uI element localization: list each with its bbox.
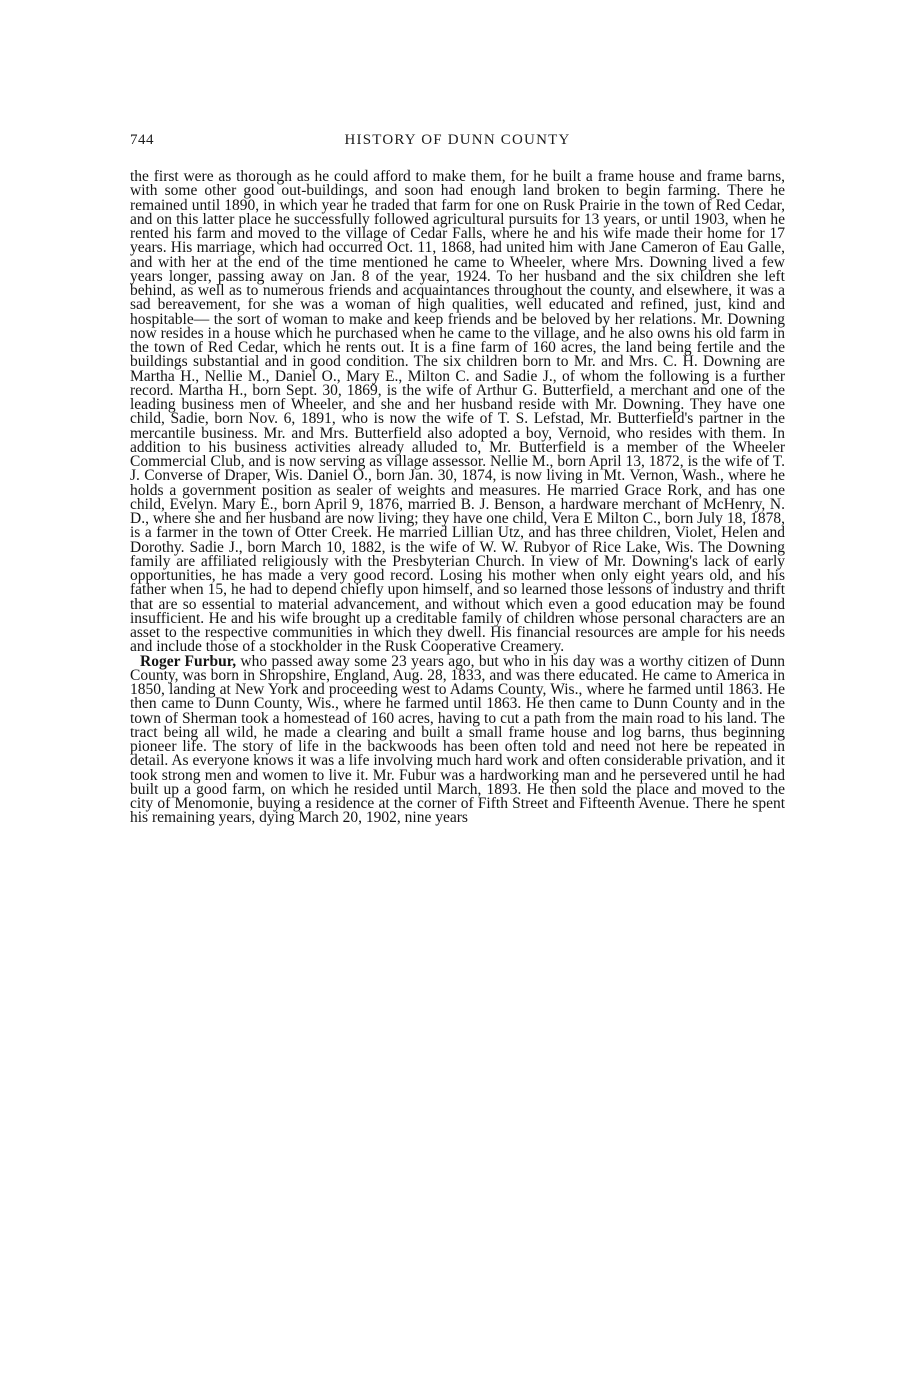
paragraph-furbur-text: who passed away some 23 years ago, but who in his day was a worthy citizen of Dunn County, was born in Shropshire, England, Aug. 28, 1833, and was there educated. He came to America in 1850, landing at New York and proceeding west to Adams County, Wis., where he farmed until 1863. He then came to Dunn County, Wis., where he farmed until 1863. He then came to Dunn County and in the town of Sherman took a homestead of 160 acres, having to cut a path from the main road to his land. The tract being all wild, he made a clearing and built a small frame house and log barns, thus beginning pioneer life. The story of life in the backwoods has been often told and need not here be repeated in detail. As everyone knows it was a life involving much hard work and often considerable privation, and it took strong men and women to live it. Mr. Fubur was a hardworking man and he persevered until he had built up a good farm, on which he resided until March, 1893. He then sold the place and moved to the city of Menomonie, buying a residence at the corner of Fifth Street and Fifteenth Avenue. There he spent his remaining years, dying March 20, 1902, nine years: [130, 652, 785, 827]
running-title: HISTORY OF DUNN COUNTY: [344, 132, 571, 148]
page-number: 744: [130, 132, 154, 148]
page-header: [130, 132, 785, 152]
person-name-heading: Roger Furbur,: [140, 652, 237, 670]
paragraph-downing: the first were as thorough as he could afford to make them, for he built a frame house and frame barns, with some other good out-buildings, and soon had enough land broken to begin farming. There he remained until 1890, in which year he traded that farm for one on Rusk Prairie in the town of Red Cedar, and on this latter place he successfully followed agricultural pursuits for 13 years, or until 1903, when he rented his farm and moved to the village of Cedar Falls, where he and his wife made their home for 17 years. His marriage, which had occurred Oct. 11, 1868, had united him with Jane Cameron of Eau Galle, and with her at the end of the time mentioned he came to Wheeler, where Mrs. Downing lived a few years longer, passing away on Jan. 8 of the year, 1924. To her husband and the six children she left behind, as well as to numerous friends and acquaintances throughout the county, and elsewhere, it was a sad bereavement, for she was a woman of high qualities, well educated and refined, just, kind and hospitable— the sort of woman to make and keep friends and be beloved by her relations. Mr. Downing now resides in a house which he purchased when he came to the village, and he also owns his old farm in the town of Red Cedar, which he rents out. It is a fine farm of 160 acres, the land being fertile and the buildings substantial and in good condition. The six children born to Mr. and Mrs. C. H. Downing are Martha H., Nellie M., Daniel O., Mary E., Milton C. and Sadie J., of whom the following is a further record. Martha H., born Sept. 30, 1869, is the wife of Arthur G. Butterfield, a merchant and one of the leading business men of Wheeler, and she and her husband reside with Mr. Downing. They have one child, Sadie, born Nov. 6, 1891, who is now the wife of T. S. Lefstad, Mr. Butterfield's partner in the mercantile business. Mr. and Mrs. Butterfield also adopted a boy, Vernoid, who resides with them. In addition to his business activities already alluded to, Mr. Butterfield is a member of the Wheeler Commercial Club, and is now serving as village assessor. Nellie M., born April 13, 1872, is the wife of T. J. Converse of Draper, Wis. Daniel O., born Jan. 30, 1874, is now living in Mt. Vernon, Wash., where he holds a government position as sealer of weights and measures. He married Grace Rork, and has one child, Evelyn. Mary E., born April 9, 1876, married B. J. Benson, a hardware merchant of McHenry, N. D., where she and her husband are now living; they have one child, Vera E Milton C., born July 18, 1878, is a farmer in the town of Otter Creek. He married Lillian Utz, and has three children, Violet, Helen and Dorothy. Sadie J., born March 10, 1882, is the wife of W. W. Rubyor of Rice Lake, Wis. The Downing family are affiliated religiously with the Presbyterian Church. In view of Mr. Downing's lack of early opportunities, he has made a very good record. Losing his mother when only eight years old, and his father when 15, he had to depend chiefly upon himself, and so learned those lessons of industry and thrift that are so essential to material advancement, and without which even a good education may be found insufficient. He and his wife brought up a creditable family of children whose personal characters are an asset to the respective communities in which they dwell. His financial resources are ample for his needs and include those of a stockholder in the Rusk Cooperative Creamery.: [130, 168, 785, 656]
paragraph-furbur: [130, 652, 785, 827]
body-text: [130, 170, 785, 826]
